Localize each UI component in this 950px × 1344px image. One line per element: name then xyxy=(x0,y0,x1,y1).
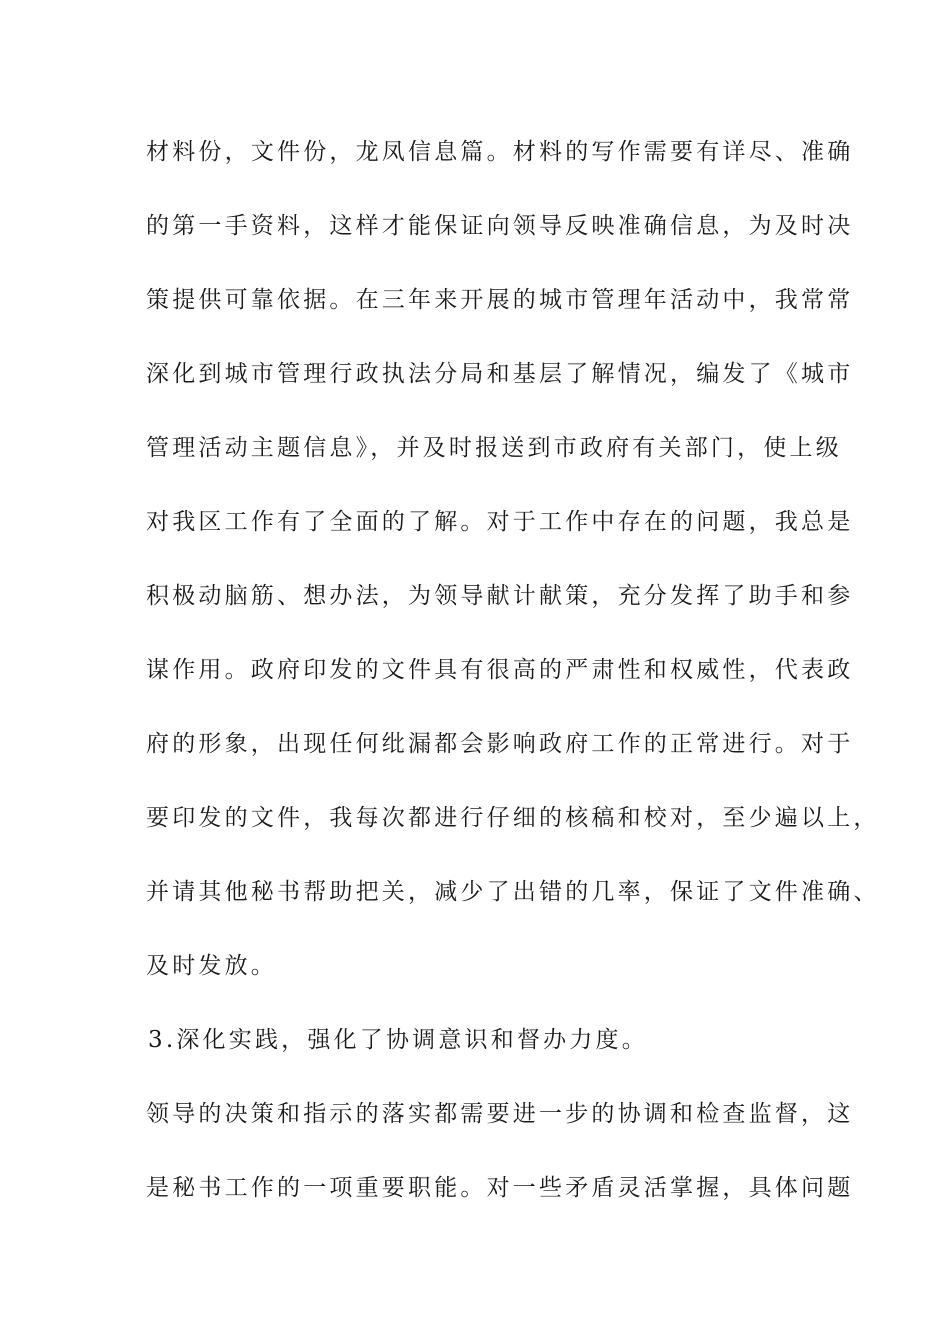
text-line: 府的形象，出现任何纰漏都会影响政府工作的正常进行。对于 xyxy=(146,731,854,757)
text-line: 是秘书工作的一项重要职能。对一些矛盾灵活掌握，具体问题 xyxy=(146,1175,854,1201)
text-line: 及时发放。 xyxy=(146,953,277,979)
text-line: 领导的决策和指示的落实都需要进一步的协调和检查监督，这 xyxy=(146,1101,854,1127)
text-line: 管理活动主题信息》，并及时报送到市政府有关部门，使上级 xyxy=(146,435,842,461)
section-heading: 3.深化实践，强化了协调意识和督办力度。 xyxy=(148,1027,648,1053)
text-line: 并请其他秘书帮助把关，减少了出错的几率，保证了文件准确、 xyxy=(146,879,880,905)
text-line: 策提供可靠依据。在三年来开展的城市管理年活动中，我常常 xyxy=(146,287,854,313)
body-text xyxy=(146,132,880,1242)
text-line: 深化到城市管理行政执法分局和基层了解情况，编发了《城市 xyxy=(146,361,854,387)
text-line: 材料份，文件份，龙凤信息篇。材料的写作需要有详尽、准确 xyxy=(146,139,854,165)
text-line: 的第一手资料，这样才能保证向领导反映准确信息，为及时决 xyxy=(146,213,854,239)
text-line: 积极动脑筋、想办法，为领导献计献策，充分发挥了助手和参 xyxy=(146,583,854,609)
text-line: 对我区工作有了全面的了解。对于工作中存在的问题，我总是 xyxy=(146,509,854,535)
text-line: 谋作用。政府印发的文件具有很高的严肃性和权威性，代表政 xyxy=(146,657,854,683)
text-line: 要印发的文件，我每次都进行仔细的核稿和校对，至少遍以上， xyxy=(146,805,880,831)
